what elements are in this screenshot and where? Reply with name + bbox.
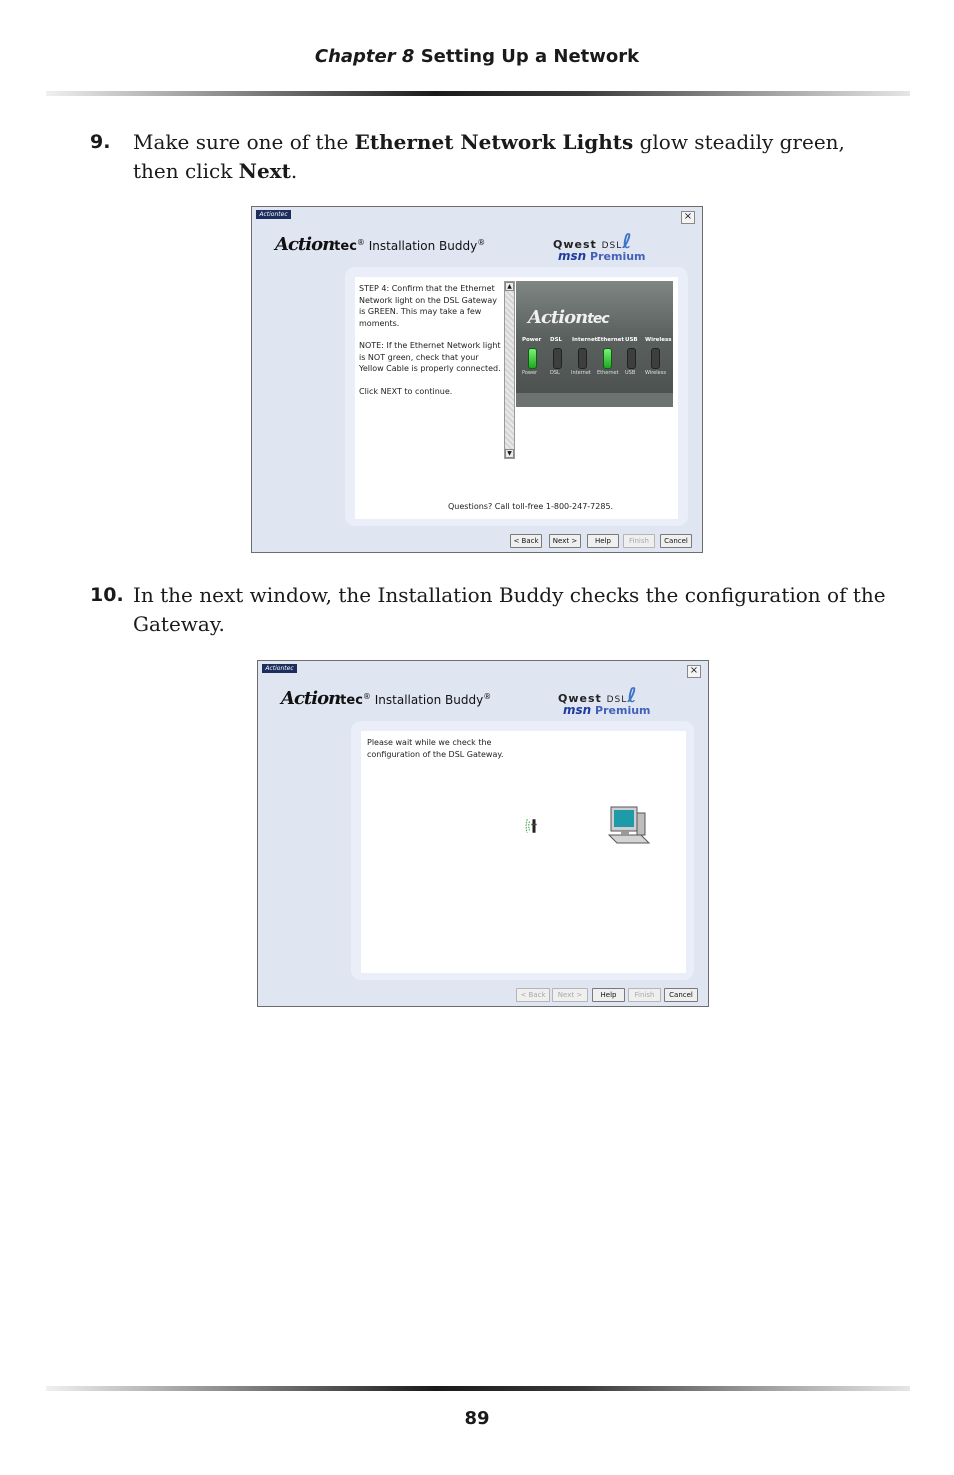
back-button[interactable]: < Back — [510, 534, 542, 548]
wizard-buttons — [516, 988, 702, 1001]
support-phone-text: Questions? Call toll-free 1-800-247-7285. — [448, 502, 614, 511]
internet-light — [578, 348, 587, 369]
content-area — [361, 731, 686, 973]
help-button[interactable]: Help — [587, 534, 619, 548]
chapter-title: Setting Up a Network — [420, 46, 640, 67]
installation-buddy-window-step4 — [251, 206, 703, 553]
finish-button[interactable]: Finish — [623, 534, 655, 548]
qwest-dsl-logo: Qwest DSLℓ — [553, 229, 633, 253]
instructions-text: STEP 4: Confirm that the Ethernet Network light on the DSL Gateway is GREEN. This may take a few moments. NOTE: If the Ethernet Network light is NOT green, check that your Yellow Cable is properly connected. Click NEXT to continue. — [359, 284, 501, 396]
wizard-buttons — [510, 534, 696, 547]
msn-premium-logo: msn Premium — [563, 703, 651, 717]
help-button[interactable]: Help — [592, 988, 625, 1002]
page-number: 89 — [464, 1408, 490, 1429]
cancel-button[interactable]: Cancel — [664, 988, 698, 1002]
close-button[interactable]: × — [687, 665, 701, 678]
wireless-light — [651, 348, 660, 369]
wait-message: Please wait while we check the configuration of the DSL Gateway. — [367, 738, 504, 759]
next-button[interactable]: Next > — [549, 534, 581, 548]
titlebar-logo: Actiontec — [256, 210, 291, 219]
computer-icon — [607, 805, 653, 847]
brand-title: Actiontec® Installation Buddy® — [281, 688, 492, 709]
qwest-dsl-logo: Qwest DSLℓ — [558, 683, 638, 707]
step-text: Make sure one of the Ethernet Network Lights glow steadily green, then click Next. — [133, 130, 845, 183]
brand-title: Actiontec® Installation Buddy® — [275, 234, 486, 255]
dsl-light — [553, 348, 562, 369]
step-text: In the next window, the Installation Buddy checks the configuration of the Gateway. — [133, 583, 886, 636]
ethernet-light — [603, 348, 612, 369]
titlebar-logo: Actiontec — [262, 664, 297, 673]
close-button[interactable]: × — [681, 211, 695, 224]
chapter-label: Chapter 8 — [314, 46, 415, 67]
msn-premium-logo: msn Premium — [558, 249, 646, 263]
scroll-up-icon[interactable]: ▲ — [505, 282, 514, 291]
cancel-button[interactable]: Cancel — [660, 534, 692, 548]
scroll-down-icon[interactable]: ▼ — [505, 449, 514, 458]
qwest-swoosh-icon: ℓ — [627, 683, 638, 707]
usb-light — [627, 348, 636, 369]
network-activity-icon — [525, 815, 537, 837]
device-logo: Actiontec — [528, 307, 609, 328]
gateway-front-panel-image: Actiontec Power DSL Internet Ethernet USB Wireless Power DSL Internet Ethernet USB Wireless — [516, 281, 673, 407]
installation-buddy-window-checking — [257, 660, 709, 1007]
header-rule — [46, 91, 910, 96]
footer-rule — [46, 1386, 910, 1391]
step-number: 10. — [90, 584, 124, 606]
finish-button[interactable]: Finish — [628, 988, 661, 1002]
next-button[interactable]: Next > — [552, 988, 588, 1002]
qwest-swoosh-icon: ℓ — [622, 229, 633, 253]
power-light — [528, 348, 537, 369]
content-area — [355, 277, 678, 519]
content-panel — [351, 721, 694, 980]
content-panel — [345, 267, 688, 526]
step-number: 9. — [90, 131, 111, 153]
back-button[interactable]: < Back — [516, 988, 550, 1002]
running-header — [0, 46, 954, 67]
scrollbar[interactable] — [504, 281, 515, 459]
